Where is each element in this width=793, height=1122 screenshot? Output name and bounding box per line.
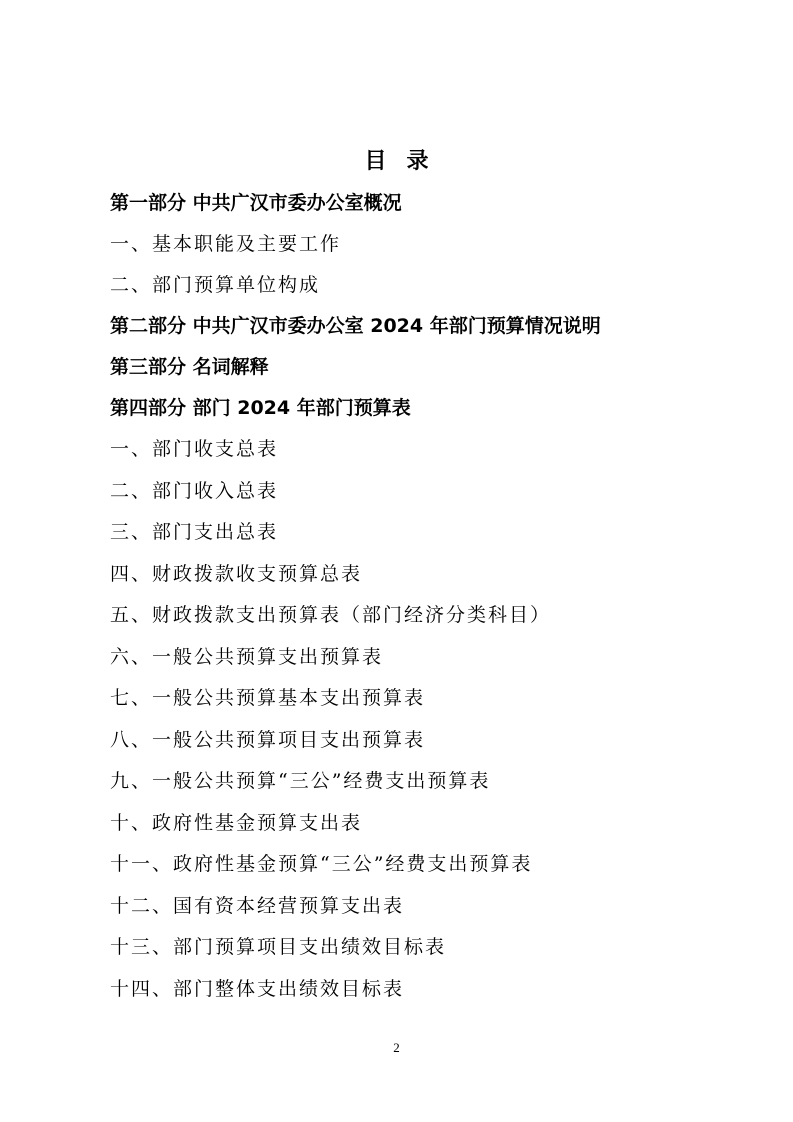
toc-item-4: 四、财政拨款收支预算总表 [110, 563, 363, 585]
toc-item-basic-functions: 一、基本职能及主要工作 [110, 233, 342, 255]
toc-item-5: 五、财政拨款支出预算表（部门经济分类科目） [110, 604, 552, 626]
toc-item-3: 三、部门支出总表 [110, 521, 279, 543]
toc-part-3: 第三部分 名词解释 [110, 356, 269, 378]
toc-item-9: 九、一般公共预算“三公”经费支出预算表 [110, 770, 491, 792]
toc-item-10: 十、政府性基金预算支出表 [110, 812, 363, 834]
toc-item-6: 六、一般公共预算支出预算表 [110, 646, 384, 668]
toc-item-2: 二、部门收入总表 [110, 480, 279, 502]
toc-item-11: 十一、政府性基金预算“三公”经费支出预算表 [110, 853, 533, 875]
toc-item-13: 十三、部门预算项目支出绩效目标表 [110, 936, 447, 958]
toc-item-12: 十二、国有资本经营预算支出表 [110, 895, 405, 917]
page-title: 目录 [364, 149, 449, 174]
toc-item-14: 十四、部门整体支出绩效目标表 [110, 978, 405, 1000]
page-number: 2 [393, 1040, 400, 1055]
toc-item-7: 七、一般公共预算基本支出预算表 [110, 687, 426, 709]
toc-item-unit-composition: 二、部门预算单位构成 [110, 274, 321, 296]
toc-part-4: 第四部分 部门 2024 年部门预算表 [110, 397, 411, 419]
toc-part-2: 第二部分 中共广汉市委办公室 2024 年部门预算情况说明 [110, 315, 601, 337]
toc-item-1: 一、部门收支总表 [110, 438, 279, 460]
toc-part-1: 第一部分 中共广汉市委办公室概况 [110, 192, 402, 214]
toc-item-8: 八、一般公共预算项目支出预算表 [110, 729, 426, 751]
